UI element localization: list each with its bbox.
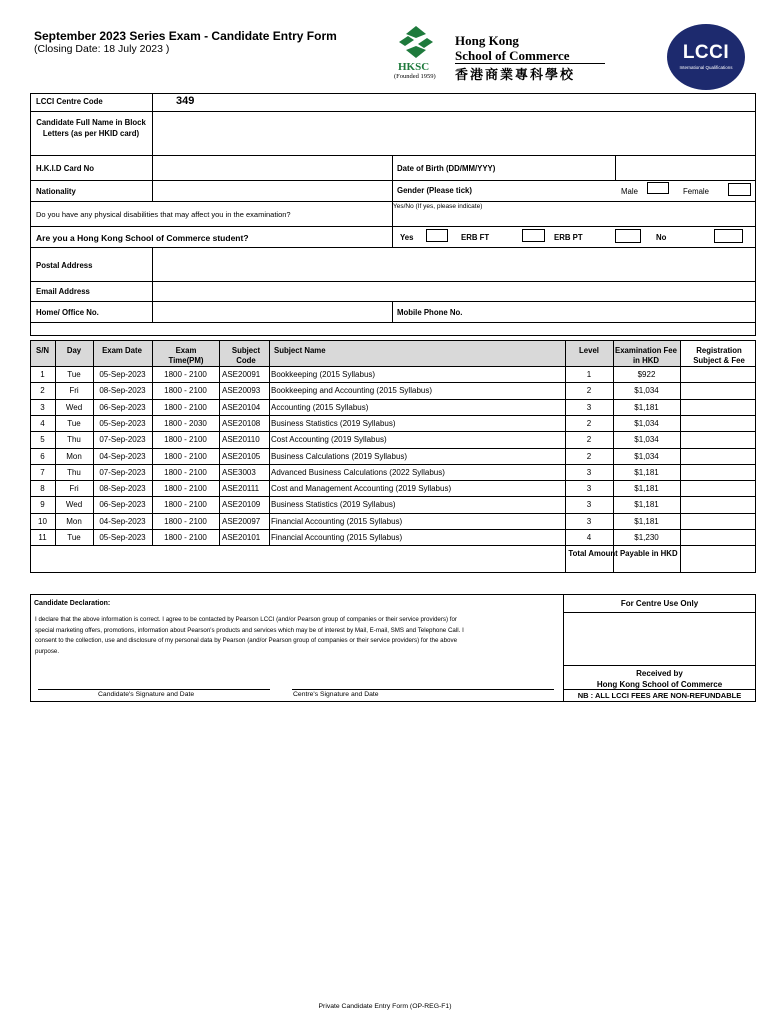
- cell-name: Bookkeeping (2015 Syllabus): [271, 370, 376, 379]
- col-level: Level: [579, 346, 599, 355]
- cell-level: 3: [586, 484, 592, 493]
- cell-day: Wed: [65, 500, 83, 509]
- erb-ft-checkbox[interactable]: [522, 229, 545, 242]
- cell-code: ASE20097: [222, 517, 261, 526]
- cell-sn: 4: [40, 419, 45, 428]
- disability-field[interactable]: [393, 211, 755, 226]
- footer-form-code: Private Candidate Entry Form (OP-REG-F1): [318, 1003, 452, 1010]
- cell-day: Thu: [67, 468, 81, 477]
- col-sn: S/N: [36, 346, 49, 355]
- cell-day: Fri: [69, 484, 79, 493]
- declaration-title: Candidate Declaration:: [34, 600, 111, 607]
- cell-sn: 8: [40, 484, 45, 493]
- cell-time: 1800 - 2100: [164, 386, 207, 395]
- registration-checkbox[interactable]: [681, 383, 755, 397]
- cell-level: 2: [586, 386, 592, 395]
- cell-name: Business Statistics (2019 Syllabus): [271, 419, 396, 428]
- email-field[interactable]: [153, 282, 755, 301]
- mobile-label: Mobile Phone No.: [397, 308, 463, 317]
- cell-level: 3: [586, 468, 592, 477]
- cell-name: Bookkeeping and Accounting (2015 Syllabus): [271, 386, 432, 395]
- cell-day: Mon: [66, 517, 82, 526]
- lcci-logo-text: LCCI: [682, 42, 730, 63]
- cell-day: Tue: [67, 419, 81, 428]
- cell-day: Tue: [67, 370, 81, 379]
- cell-date: 06-Sep-2023: [99, 403, 146, 412]
- school-name-en-2: School of Commerce: [455, 48, 570, 63]
- cell-code: ASE20110: [222, 435, 260, 444]
- cell-time: 1800 - 2100: [164, 468, 207, 477]
- erb-ft-label: ERB FT: [461, 233, 490, 242]
- cell-sn: 10: [38, 517, 47, 526]
- form-title: September 2023 Series Exam - Candidate Entry Form: [34, 29, 337, 43]
- hksc-abbr: HKSC: [398, 61, 430, 73]
- total-amount-field[interactable]: [681, 546, 755, 572]
- lcci-tagline: International Qualifications: [679, 65, 733, 70]
- col-day: Day: [66, 346, 82, 355]
- hkid-label: H.K.I.D Card No: [36, 164, 95, 173]
- postal-field[interactable]: [153, 248, 755, 281]
- cell-day: Fri: [69, 386, 79, 395]
- cell-day: Wed: [65, 403, 83, 412]
- cell-fee: $1,181: [634, 500, 659, 509]
- cell-fee: $1,181: [634, 484, 659, 493]
- cell-name: Advanced Business Calculations (2022 Syllabus): [271, 468, 445, 477]
- centre-code-label: LCCI Centre Code: [36, 97, 103, 106]
- cell-time: 1800 - 2100: [164, 484, 207, 493]
- cell-sn: 9: [40, 500, 45, 509]
- cell-sn: 11: [38, 533, 47, 542]
- cell-date: 08-Sep-2023: [99, 386, 146, 395]
- cell-date: 08-Sep-2023: [99, 484, 146, 493]
- col-registration: Registration Subject & Fee: [693, 346, 745, 365]
- cell-level: 2: [586, 419, 592, 428]
- cell-day: Mon: [66, 452, 82, 461]
- female-checkbox[interactable]: [728, 183, 751, 196]
- female-label: Female: [683, 187, 709, 196]
- cell-date: 05-Sep-2023: [99, 533, 146, 542]
- cell-code: ASE20105: [222, 452, 261, 461]
- cell-date: 07-Sep-2023: [99, 435, 146, 444]
- candidate-signature-line[interactable]: [38, 689, 270, 690]
- cell-level: 3: [586, 403, 592, 412]
- student-label: Are you a Hong Kong School of Commerce student?: [36, 233, 249, 243]
- cell-date: 05-Sep-2023: [99, 370, 146, 379]
- cell-name: Business Statistics (2019 Syllabus): [271, 500, 396, 509]
- registration-checkbox[interactable]: [681, 416, 755, 430]
- email-label: Email Address: [36, 287, 90, 296]
- declaration-text: I declare that the above information is correct. I agree to be contacted by Pearson LCCI (and/or Pearson group of companies or their service providers) for special marketing offers, promotions, information about Pearson's products and services which may be of interest by Mail, E-mail, SMS and Telephone Call. I consent to the collection, use and disclosure of my personal data by Pearson (and/or Pearson group of companies or their service providers) for the above purpose.: [35, 616, 464, 655]
- postal-label: Postal Address: [36, 261, 93, 270]
- col-time: Exam Time(PM): [168, 346, 204, 365]
- cell-name: Financial Accounting (2015 Syllabus): [271, 533, 403, 542]
- centre-use-field[interactable]: [564, 613, 755, 665]
- cell-sn: 1: [40, 370, 45, 379]
- non-refundable-notice: NB : ALL LCCI FEES ARE NON-REFUNDABLE: [577, 691, 742, 700]
- col-code: Subject Code: [231, 346, 261, 365]
- cell-name: Cost and Management Accounting (2019 Syllabus): [271, 484, 452, 493]
- dob-label: Date of Birth (DD/MM/YYY): [397, 164, 496, 173]
- cell-fee: $1,034: [634, 435, 659, 444]
- cell-date: 05-Sep-2023: [99, 419, 146, 428]
- cell-fee: $1,181: [634, 517, 659, 526]
- centre-signature-label: Centre's Signature and Date: [293, 691, 379, 698]
- registration-checkbox[interactable]: [681, 449, 755, 463]
- gender-label: Gender (Please tick): [397, 186, 472, 195]
- cell-code: ASE20108: [222, 419, 261, 428]
- registration-checkbox[interactable]: [681, 367, 755, 381]
- centre-use-label: For Centre Use Only: [620, 599, 699, 608]
- received-school-label: Hong Kong School of Commerce: [596, 680, 723, 689]
- phone-label: Home/ Office No.: [36, 308, 99, 317]
- cell-code: ASE3003: [222, 468, 256, 477]
- cell-level: 1: [586, 370, 592, 379]
- cell-fee: $1,034: [634, 386, 659, 395]
- cell-fee: $922: [637, 370, 656, 379]
- cell-date: 04-Sep-2023: [99, 452, 146, 461]
- cell-code: ASE20101: [222, 533, 261, 542]
- mobile-field[interactable]: [393, 302, 755, 322]
- cell-code: ASE20093: [222, 386, 261, 395]
- cell-time: 1800 - 2100: [164, 533, 207, 542]
- cell-name: Cost Accounting (2019 Syllabus): [271, 435, 387, 444]
- hksc-founded: (Founded 1959): [394, 73, 436, 80]
- no-checkbox[interactable]: [714, 229, 743, 243]
- hkid-field[interactable]: [153, 156, 391, 180]
- cell-time: 1800 - 2100: [164, 435, 207, 444]
- cell-level: 3: [586, 517, 592, 526]
- cell-code: ASE20091: [222, 370, 261, 379]
- cell-time: 1800 - 2100: [164, 403, 207, 412]
- col-date: Exam Date: [102, 346, 142, 355]
- cell-sn: 7: [40, 468, 45, 477]
- cell-fee: $1,230: [634, 533, 659, 542]
- cell-day: Tue: [67, 533, 81, 542]
- received-by-label: Received by: [636, 669, 683, 678]
- cell-fee: $1,034: [634, 452, 659, 461]
- cell-level: 4: [586, 533, 592, 542]
- lcci-logo: [667, 24, 745, 90]
- cell-level: 2: [586, 452, 592, 461]
- cell-time: 1800 - 2100: [164, 452, 207, 461]
- full-name-field[interactable]: [153, 112, 755, 154]
- cell-level: 2: [586, 435, 592, 444]
- registration-checkbox[interactable]: [681, 481, 755, 495]
- erb-pt-checkbox[interactable]: [615, 229, 641, 243]
- cell-sn: 3: [40, 403, 45, 412]
- cell-fee: $1,034: [634, 419, 659, 428]
- registration-checkbox[interactable]: [681, 497, 755, 511]
- cell-name: Business Calculations (2019 Syllabus): [271, 452, 408, 461]
- disability-label: Do you have any physical disabilities that may affect you in the examination?: [36, 210, 291, 219]
- cell-day: Thu: [67, 435, 81, 444]
- cell-sn: 2: [40, 386, 45, 395]
- cell-time: 1800 - 2100: [164, 500, 207, 509]
- cell-sn: 5: [40, 435, 45, 444]
- dob-field[interactable]: [616, 156, 755, 180]
- yes-checkbox[interactable]: [426, 229, 448, 242]
- registration-checkbox[interactable]: [681, 530, 755, 544]
- hksc-emblem-icon: [394, 25, 438, 59]
- erb-pt-label: ERB PT: [554, 233, 583, 242]
- col-name: Subject Name: [274, 346, 326, 355]
- full-name-label: Candidate Full Name in Block Letters (as per HKID card): [36, 118, 146, 138]
- school-name-en-1: Hong Kong: [455, 33, 519, 48]
- no-label: No: [656, 233, 667, 242]
- nationality-label: Nationality: [36, 187, 76, 196]
- cell-date: 07-Sep-2023: [99, 468, 146, 477]
- cell-time: 1800 - 2100: [164, 517, 207, 526]
- cell-name: Accounting (2015 Syllabus): [271, 403, 369, 412]
- col-fee: Examination Fee in HKD: [615, 346, 677, 365]
- cell-code: ASE20111: [222, 484, 260, 493]
- total-label: Total Amount Payable in HKD: [568, 549, 678, 558]
- registration-checkbox[interactable]: [681, 514, 755, 528]
- hksc-logo: [394, 25, 444, 80]
- cell-code: ASE20109: [222, 500, 261, 509]
- yesno-label: Yes/No (If yes, please indicate): [393, 203, 483, 210]
- cell-fee: $1,181: [634, 468, 659, 477]
- closing-date: (Closing Date: 18 July 2023 ): [34, 43, 170, 55]
- centre-code-value[interactable]: 349: [176, 95, 195, 107]
- candidate-signature-label: Candidate's Signature and Date: [98, 691, 195, 698]
- cell-time: 1800 - 2100: [164, 370, 207, 379]
- cell-level: 3: [586, 500, 592, 509]
- registration-checkbox[interactable]: [681, 400, 755, 414]
- cell-code: ASE20104: [222, 403, 261, 412]
- centre-signature-line[interactable]: [292, 689, 554, 690]
- cell-sn: 6: [40, 452, 45, 461]
- school-name-zh: 香港商業專科學校: [455, 68, 576, 83]
- registration-checkbox[interactable]: [681, 465, 755, 479]
- phone-field[interactable]: [153, 302, 391, 322]
- cell-time: 1800 - 2030: [164, 419, 207, 428]
- nationality-field[interactable]: [153, 181, 391, 201]
- male-checkbox[interactable]: [647, 182, 669, 194]
- registration-checkbox[interactable]: [681, 432, 755, 446]
- cell-name: Financial Accounting (2015 Syllabus): [271, 517, 403, 526]
- male-label: Male: [621, 187, 638, 196]
- cell-date: 06-Sep-2023: [99, 500, 146, 509]
- yes-label: Yes: [400, 233, 414, 242]
- cell-fee: $1,181: [634, 403, 659, 412]
- cell-date: 04-Sep-2023: [99, 517, 146, 526]
